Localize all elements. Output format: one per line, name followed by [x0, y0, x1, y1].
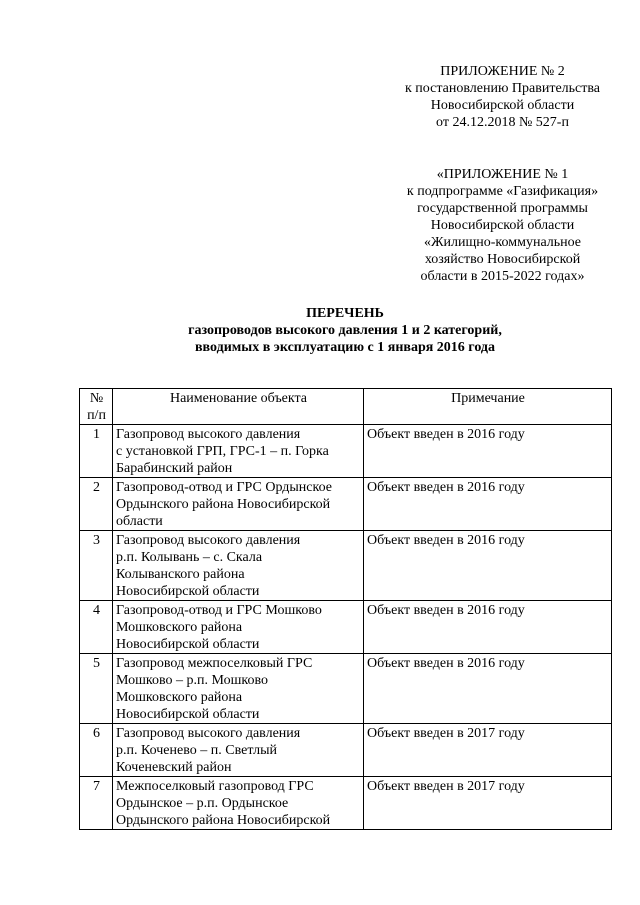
object-name-line: Газопровод-отвод и ГРС Ордынское [116, 480, 332, 495]
table-row [80, 531, 612, 601]
appendix-1-line: Новосибирской области [430, 218, 575, 233]
object-name-line: Газопровод высокого давления [116, 533, 301, 548]
row-number: 3 [80, 531, 113, 601]
object-name-line: Ордынского района Новосибирской [116, 813, 331, 828]
table-row [80, 777, 612, 830]
object-name-line: Газопровод высокого давления [116, 726, 301, 741]
row-object-name [113, 777, 364, 830]
appendix-1-line: области в 2015-2022 годах» [420, 269, 585, 284]
table-row [80, 425, 612, 478]
row-number: 4 [80, 601, 113, 654]
title-line: газопроводов высокого давления 1 и 2 категорий, [188, 323, 502, 338]
row-object-name [113, 654, 364, 724]
table-row [80, 601, 612, 654]
table-row [80, 478, 612, 531]
table-row [80, 654, 612, 724]
appendix-1-block [380, 166, 625, 285]
row-number: 7 [80, 777, 113, 830]
title-line: вводимых в эксплуатацию с 1 января 2016 года [195, 340, 495, 355]
appendix-1-line: государственной программы [417, 201, 588, 216]
title-heading: ПЕРЕЧЕНЬ [306, 306, 384, 321]
row-note: Объект введен в 2016 году [364, 601, 612, 654]
header-number-line: п/п [87, 408, 106, 423]
appendix-2-line: к постановлению Правительства [404, 81, 601, 96]
object-name-line: Мошково – р.п. Мошково [116, 673, 268, 688]
row-note: Объект введен в 2016 году [364, 478, 612, 531]
header-note: Примечание [364, 389, 612, 425]
row-number: 2 [80, 478, 113, 531]
row-note: Объект введен в 2017 году [364, 777, 612, 830]
row-note: Объект введен в 2016 году [364, 654, 612, 724]
appendix-2-line: от 24.12.2018 № 527-п [436, 115, 569, 130]
object-name-line: Новосибирской области [116, 707, 260, 722]
object-name-line: области [116, 514, 163, 529]
table-header-row [80, 389, 612, 425]
pipelines-table [79, 388, 612, 830]
object-name-line: Новосибирской области [116, 584, 260, 599]
object-name-line: Новосибирской области [116, 637, 260, 652]
object-name-line: Ордынского района Новосибирской [116, 497, 331, 512]
appendix-1-line: «ПРИЛОЖЕНИЕ № 1 [436, 167, 569, 182]
header-name: Наименование объекта [113, 389, 364, 425]
row-number: 1 [80, 425, 113, 478]
object-name-line: р.п. Коченево – п. Светлый [116, 743, 277, 758]
row-object-name [113, 478, 364, 531]
appendix-1-line: хозяйство Новосибирской [424, 252, 581, 267]
appendix-2-block [380, 63, 625, 131]
object-name-line: Барабинский район [116, 461, 233, 476]
object-name-line: Ордынское – р.п. Ордынское [116, 796, 289, 811]
appendix-1-line: к подпрограмме «Газификация» [406, 184, 599, 199]
row-note: Объект введен в 2017 году [364, 724, 612, 777]
object-name-line: Мошковского района [116, 690, 243, 705]
row-number: 5 [80, 654, 113, 724]
object-name-line: Газопровод высокого давления [116, 427, 301, 442]
row-note: Объект введен в 2016 году [364, 425, 612, 478]
row-note: Объект введен в 2016 году [364, 531, 612, 601]
table-row [80, 724, 612, 777]
appendix-2-line: ПРИЛОЖЕНИЕ № 2 [440, 64, 565, 79]
object-name-line: Колыванского района [116, 567, 245, 582]
object-name-line: Газопровод межпоселковый ГРС [116, 656, 313, 671]
header-number-line: № [89, 391, 104, 406]
appendix-2-line: Новосибирской области [430, 98, 575, 113]
object-name-line: р.п. Колывань – с. Скала [116, 550, 263, 565]
row-object-name [113, 425, 364, 478]
object-name-line: Мошковского района [116, 620, 243, 635]
object-name-line: Газопровод-отвод и ГРС Мошково [116, 603, 322, 618]
row-object-name [113, 601, 364, 654]
object-name-line: с установкой ГРП, ГРС-1 – п. Горка [116, 444, 329, 459]
row-number: 6 [80, 724, 113, 777]
object-name-line: Межпоселковый газопровод ГРС [116, 779, 314, 794]
appendix-1-line: «Жилищно-коммунальное [423, 235, 582, 250]
row-object-name [113, 724, 364, 777]
document-title [80, 305, 610, 356]
header-number [80, 389, 113, 425]
object-name-line: Коченевский район [116, 760, 232, 775]
row-object-name [113, 531, 364, 601]
